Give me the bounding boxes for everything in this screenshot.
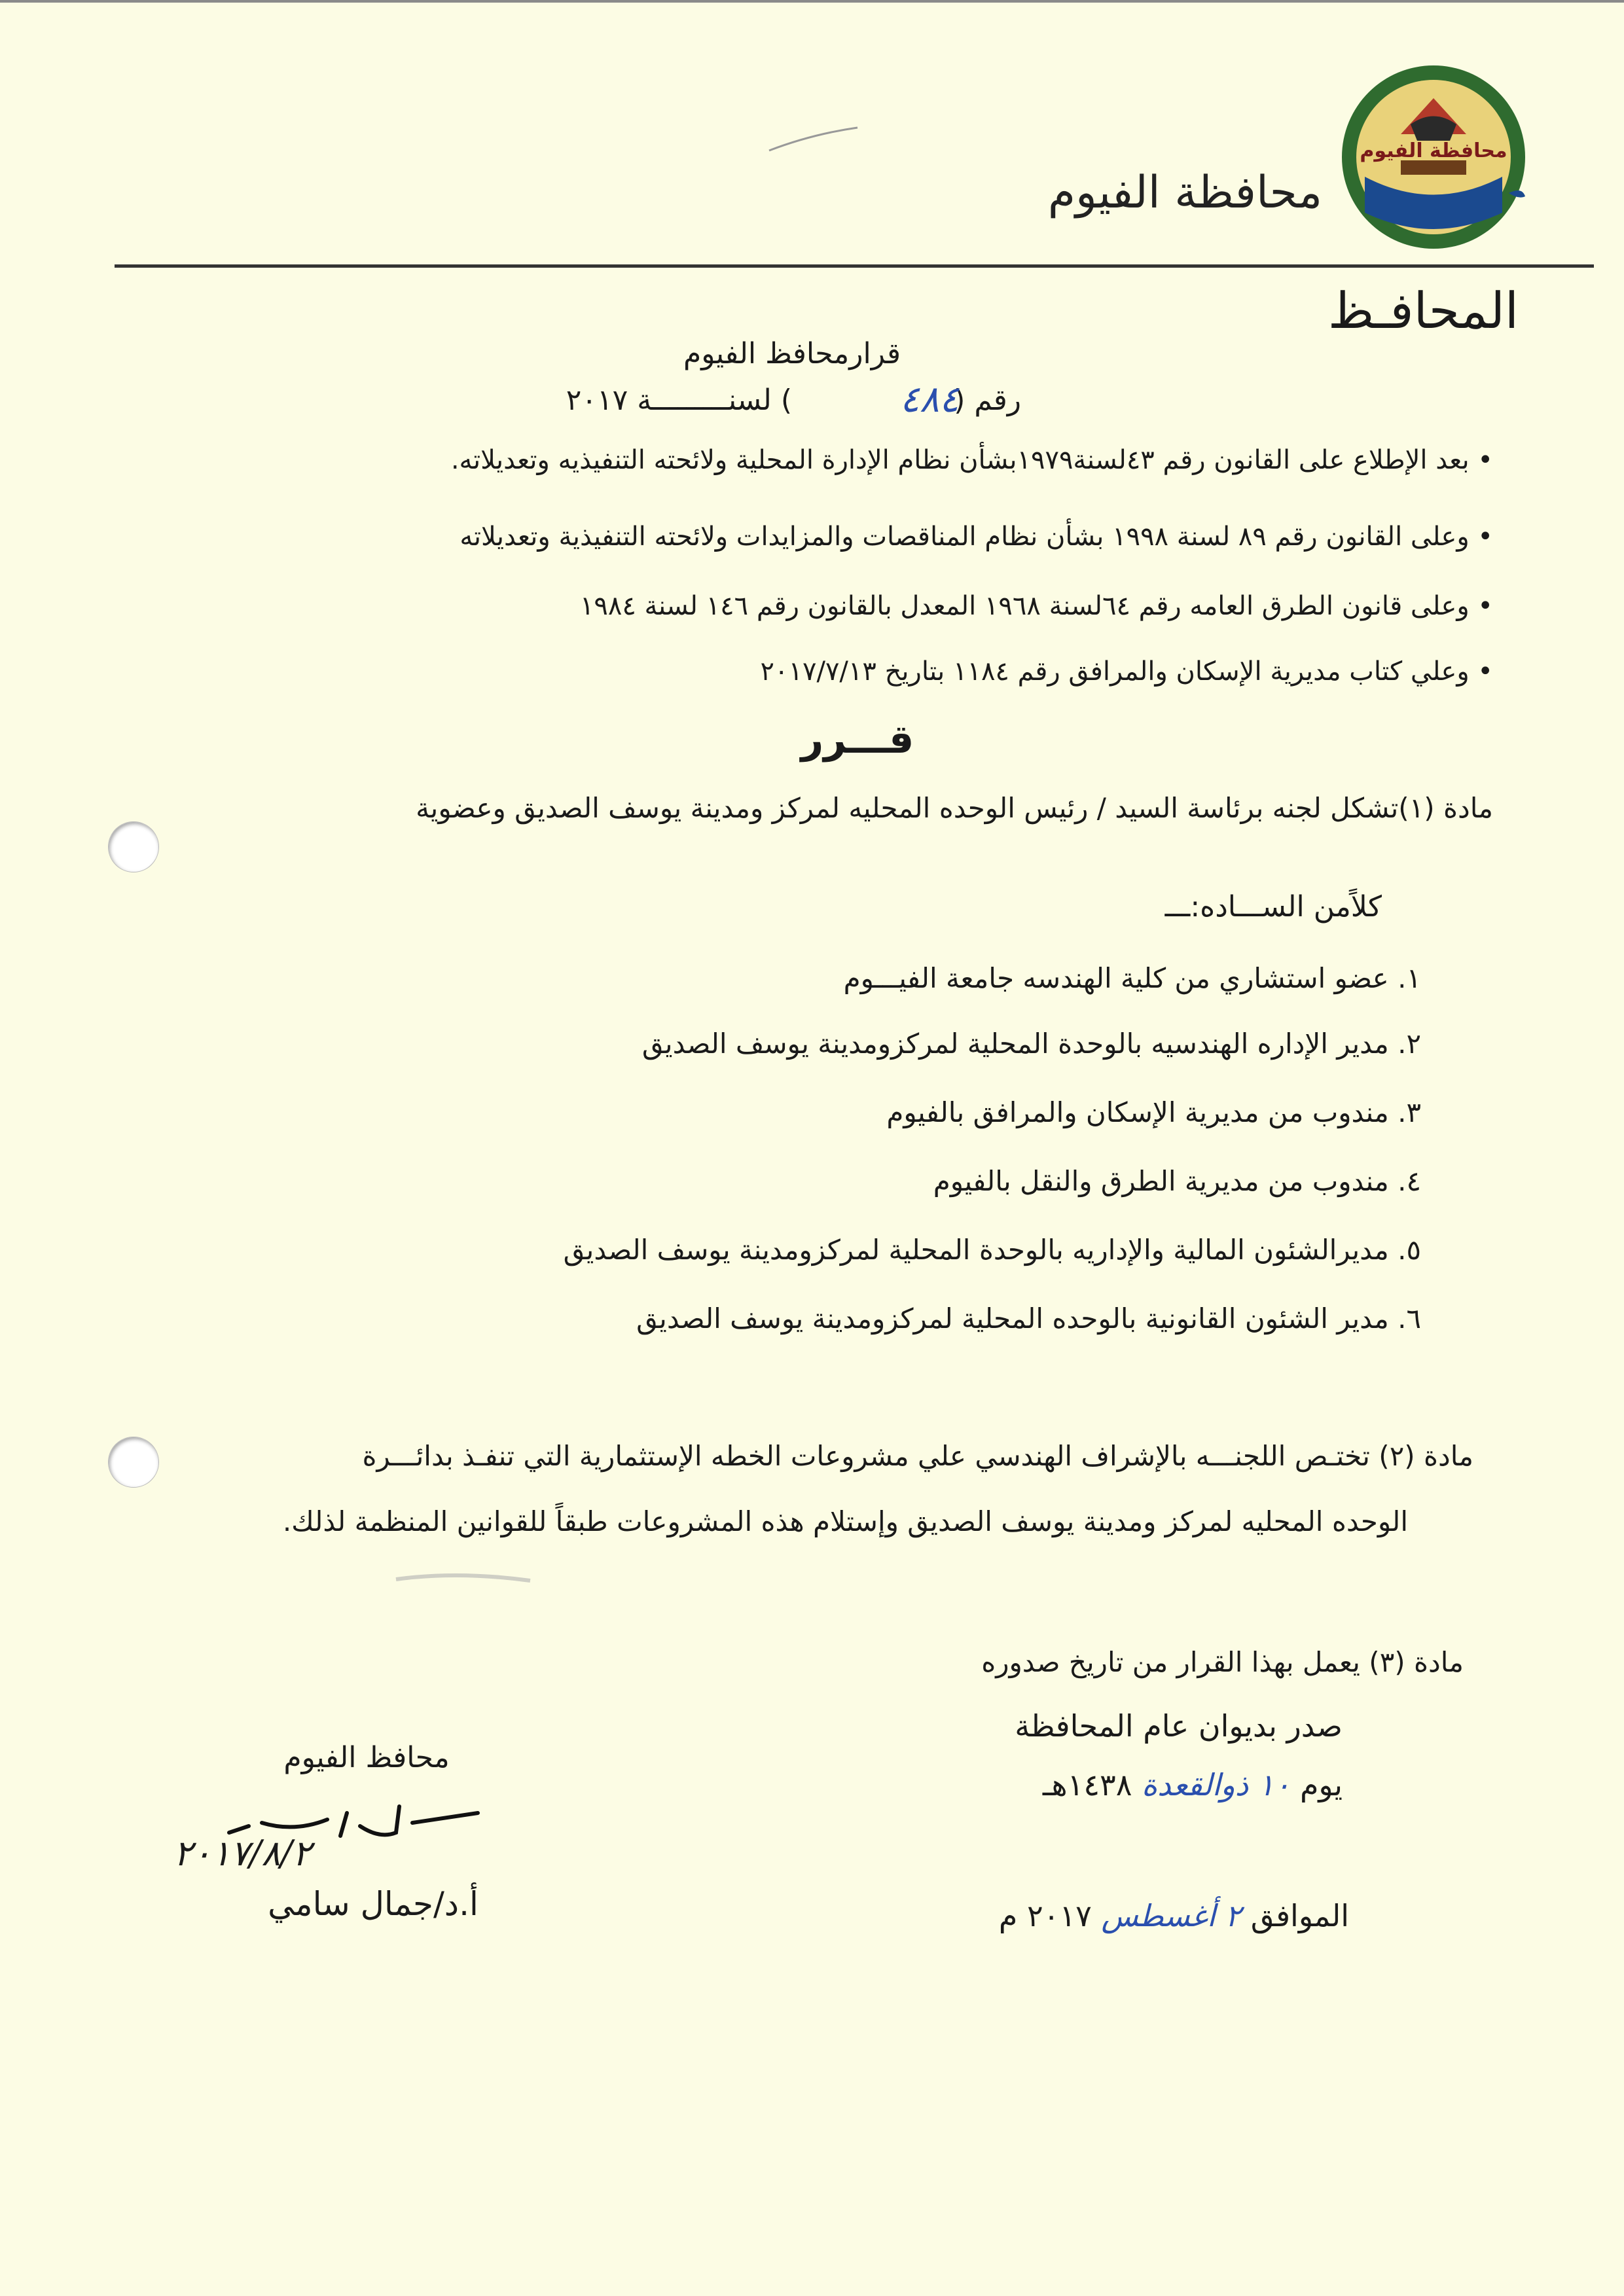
member-item: ٥. مديرالشئون المالية والإداريه بالوحدة المحلية لمركزومدينة يوسف الصديق (563, 1234, 1421, 1266)
stamp-smudge (393, 1568, 537, 1587)
member-item: ٦. مدير الشئون القانونية بالوحده المحلية لمركزومدينة يوسف الصديق (636, 1302, 1421, 1335)
member-item: ٣. مندوب من مديرية الإسكان والمرافق بالفيوم (886, 1096, 1421, 1128)
governorate-name: محافظة الفيوم (1047, 167, 1322, 219)
day-label: يوم (1299, 1767, 1343, 1803)
decision-title: قرارمحافظ الفيوم (683, 337, 901, 370)
office-title: المحافـظ (1327, 281, 1519, 340)
article-1-text: مادة (١)تشكل لجنه برئاسة السيد / رئيس الوحده المحليه لمركز ومدينة يوسف الصديق وعضوية (416, 792, 1493, 824)
preamble-item: • وعلى قانون الطرق العامه رقم ٦٤لسنة ١٩٦٨ المعدل بالقانون رقم ١٤٦ لسنة ١٩٨٤ (579, 591, 1493, 621)
preamble-item: • وعلى القانون رقم ٨٩ لسنة ١٩٩٨ بشأن نظام المناقصات والمزايدات ولائحته التنفيذية وتعديلاته (460, 522, 1493, 552)
decision-number-handwritten: ٤٨٤ (899, 378, 959, 421)
pencil-mark (766, 121, 864, 160)
corresponding-label: الموافق (1250, 1898, 1349, 1933)
gregorian-date-line (969, 1898, 1349, 1933)
article-2-line-1: مادة (٢) تختـص اللجنـــه بالإشراف الهندسي علي مشروعات الخطه الإستثمارية التي تنفـذ بدائـــرة (362, 1440, 1473, 1472)
gregorian-year: ٢٠١٧ م (998, 1898, 1092, 1933)
member-item: ٤. مندوب من مديرية الطرق والنقل بالفيوم (933, 1165, 1421, 1197)
logo-text: محافظة الفيوم (1360, 139, 1507, 162)
punch-hole (108, 1437, 159, 1488)
header-divider (115, 264, 1594, 268)
decision-number-label: رقم ( (954, 384, 1021, 417)
preamble-item: • بعد الإطلاع على القانون رقم ٤٣لسنة١٩٧٩بشأن نظام الإدارة المحلية ولائحته التنفيذيه وتعديلاته. (450, 445, 1493, 475)
decision-number-line (566, 378, 1021, 437)
article-3-text: مادة (٣) يعمل بهذا القرار من تاريخ صدوره (981, 1646, 1464, 1678)
article-2-line-2: الوحده المحليه لمركز ومدينة يوسف الصديق وإستلام هذه المشروعات طبقاً للقوانين المنظمة لذلك. (282, 1505, 1408, 1537)
decision-heading: قـــرر (801, 717, 914, 762)
article-1-members-intro: كلاًمن الســـاده:ـــ (1164, 890, 1382, 924)
member-item: ١. عضو استشاري من كلية الهندسه جامعة الفيـــوم (843, 962, 1421, 994)
member-item: ٢. مدير الإداره الهندسيه بالوحدة المحلية لمركزومدينة يوسف الصديق (641, 1028, 1421, 1060)
gregorian-date-handwritten: ٢ أغسطس (1101, 1898, 1242, 1933)
preamble-item: • وعلي كتاب مديرية الإسكان والمرافق رقم ١١٨٤ بتاريخ ٢٠١٧/٧/١٣ (760, 656, 1493, 687)
signature-date: ٢٠١٧/٨/٢ (173, 1833, 312, 1874)
hijri-date-line (910, 1767, 1343, 1803)
issued-text: صدر بديوان عام المحافظة (1015, 1708, 1343, 1744)
hijri-date-handwritten: ١٠ ذوالقعدة (1142, 1767, 1291, 1803)
governorate-logo-icon (1339, 62, 1528, 252)
signatory-name: أ.د/جمال سامي (268, 1885, 478, 1923)
punch-hole (108, 821, 159, 872)
signatory-title: محافظ الفيوم (283, 1741, 450, 1774)
decision-year: ) لسنـــــــــة ٢٠١٧ (566, 384, 792, 417)
hijri-year: ١٤٣٨هـ (1042, 1767, 1132, 1803)
